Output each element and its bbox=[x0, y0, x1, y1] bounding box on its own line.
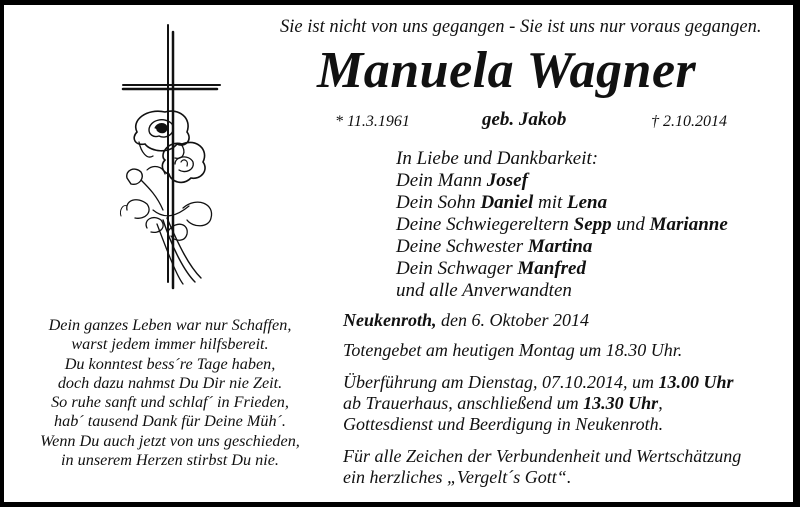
death-date: † 2.10.2014 bbox=[651, 113, 727, 130]
birth-date: * 11.3.1961 bbox=[335, 113, 410, 130]
prayer-notice: Totengebet am heutigen Montag um 18.30 Uhr. bbox=[343, 340, 683, 360]
mourner-line: Dein Mann Josef bbox=[396, 170, 528, 191]
poem-line: doch dazu nahmst Du Dir nie Zeit. bbox=[57, 373, 283, 392]
funeral-schedule: Überführung am Dienstag, 07.10.2014, um 13.00 Uhr ab Trauerhaus, anschließend um 13.30 Uhr, Gottesdienst und Beerdigung in Neukenroth. bbox=[343, 372, 734, 434]
deceased-name: Manuela Wagner bbox=[317, 42, 697, 99]
poem-line: So ruhe sanft und schlaf´ in Frieden, bbox=[51, 393, 289, 412]
poem-line: warst jedem immer hilfsbereit. bbox=[71, 335, 269, 354]
mourner-line: Dein Schwager Manfred bbox=[396, 258, 586, 279]
memorial-poem bbox=[4, 316, 336, 470]
poem-line: in unserem Herzen stirbst Du nie. bbox=[61, 451, 279, 470]
mourner-line: Deine Schwester Martina bbox=[396, 236, 593, 257]
mourners-intro: In Liebe und Dankbarkeit: bbox=[396, 148, 599, 169]
cross-with-roses-icon bbox=[117, 20, 227, 290]
mourner-line: Dein Sohn Daniel mit Lena bbox=[396, 192, 608, 213]
poem-line: hab´ tausend Dank für Deine Müh´. bbox=[54, 412, 286, 431]
mourners-closing: und alle Anverwandten bbox=[396, 280, 572, 301]
obituary-notice bbox=[4, 5, 793, 502]
place-date: Neukenroth, den 6. Oktober 2014 bbox=[343, 310, 589, 330]
poem-line: Dein ganzes Leben war nur Schaffen, bbox=[48, 316, 292, 334]
maiden-name: geb. Jakob bbox=[482, 109, 567, 130]
poem-line: Du konntest bess´re Tage haben, bbox=[64, 354, 276, 373]
motto: Sie ist nicht von uns gegangen - Sie ist uns nur voraus gegangen. bbox=[280, 17, 762, 37]
mourner-line: Deine Schwiegereltern Sepp und Marianne bbox=[396, 214, 728, 235]
thanks-note: Für alle Zeichen der Verbundenheit und Wertschätzung ein herzliches „Vergelt´s Gott“. bbox=[343, 446, 742, 487]
mourners-list bbox=[396, 148, 728, 302]
poem-line: Wenn Du auch jetzt von uns geschieden, bbox=[40, 431, 300, 450]
